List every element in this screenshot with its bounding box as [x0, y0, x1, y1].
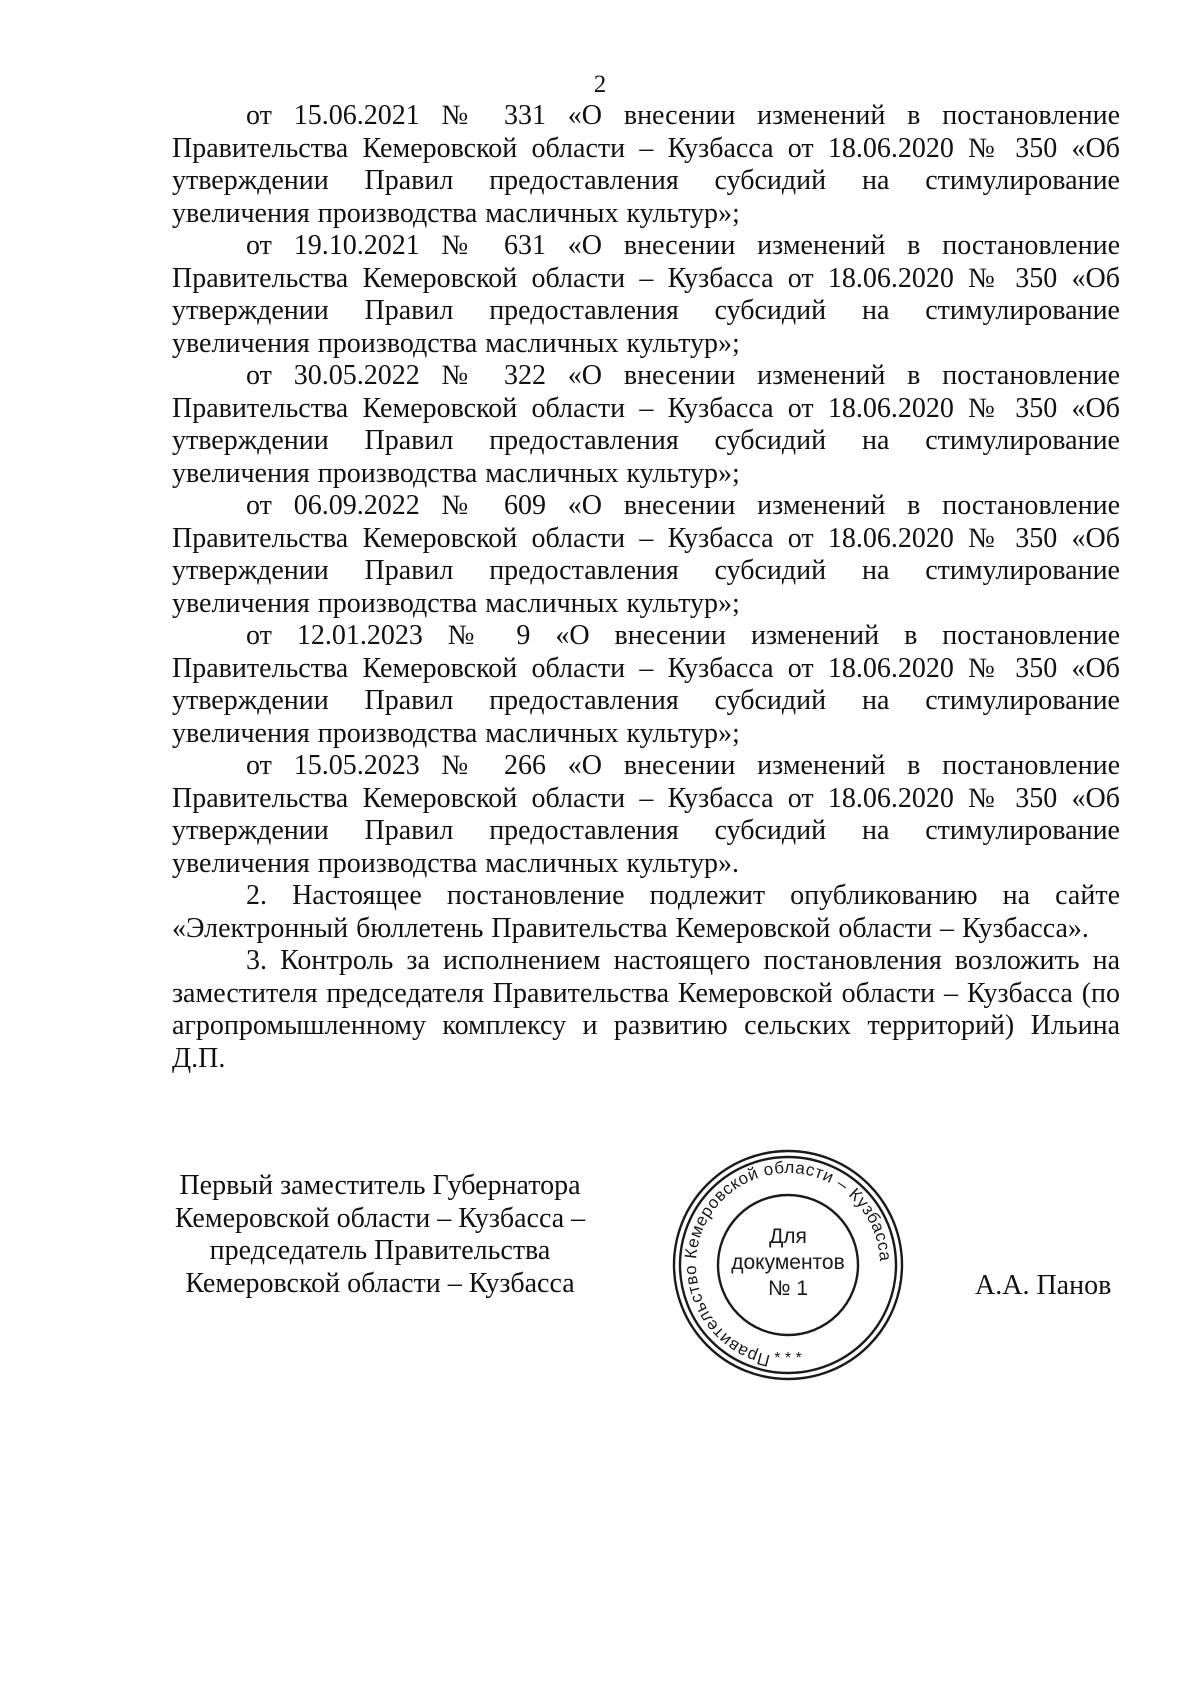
amendment-paragraph-3: от 30.05.2022 № 322 «О внесении изменений в постановление Правительства Кемеровской области – Кузбасса от 18.06.2020 № 350 «Об утверждении Правил предоставления субсидий на стимулирование увеличения производства масличных культур»; — [172, 360, 1120, 489]
amendment-paragraph-5: от 12.01.2023 № 9 «О внесении изменений в постановление Правительства Кемеровской области – Кузбасса от 18.06.2020 № 350 «Об утверждении Правил предоставления субсидий на стимулирование увеличения производства масличных культур»; — [172, 620, 1120, 749]
signatory-title-line-3: председатель Правительства — [209, 1235, 551, 1266]
signatory-title-line-1: Первый заместитель Губернатора — [179, 1170, 581, 1201]
signatory-name: А.А. Панов — [975, 1270, 1112, 1301]
seal-center-line-3: № 1 — [767, 1277, 809, 1300]
document-body — [172, 100, 1120, 1075]
page-number: 2 — [593, 71, 607, 98]
publication-clause: 2. Настоящее постановление подлежит опубликованию на сайте «Электронный бюллетень Правительства Кемеровской области – Кузбасса». — [172, 880, 1120, 944]
seal-stars: * * * — [774, 1350, 802, 1367]
control-clause: 3. Контроль за исполнением настоящего постановления возложить на заместителя председателя Правительства Кемеровской области – Кузбасса (по агропромышленному комплексу и развитию сельских территорий) Ильина Д.П. — [172, 945, 1120, 1074]
seal-center-line-1: Для — [769, 1225, 807, 1248]
official-seal-stamp — [668, 1145, 908, 1385]
amendment-paragraph-1: от 15.06.2021 № 331 «О внесении изменений в постановление Правительства Кемеровской области – Кузбасса от 18.06.2020 № 350 «Об утверждении Правил предоставления субсидий на стимулирование увеличения производства масличных культур»; — [172, 100, 1120, 229]
signatory-title-line-4: Кемеровской области – Кузбасса — [185, 1267, 575, 1299]
seal-center-line-2: документов — [731, 1251, 845, 1274]
amendment-paragraph-4: от 06.09.2022 № 609 «О внесении изменений в постановление Правительства Кемеровской области – Кузбасса от 18.06.2020 № 350 «Об утверждении Правил предоставления субсидий на стимулирование увеличения производства масличных культур»; — [172, 490, 1120, 619]
seal-ring-text: Правительство Кемеровской области – Кузбасса — [680, 1157, 896, 1371]
signatory-title-line-2: Кемеровской области – Кузбасса – — [174, 1202, 586, 1234]
signatory-title — [160, 1170, 600, 1300]
amendment-paragraph-6: от 15.05.2023 № 266 «О внесении изменений в постановление Правительства Кемеровской области – Кузбасса от 18.06.2020 № 350 «Об утверждении Правил предоставления субсидий на стимулирование увеличения производства масличных культур». — [172, 750, 1120, 879]
amendment-paragraph-2: от 19.10.2021 № 631 «О внесении изменений в постановление Правительства Кемеровской области – Кузбасса от 18.06.2020 № 350 «Об утверждении Правил предоставления субсидий на стимулирование увеличения производства масличных культур»; — [172, 230, 1120, 359]
